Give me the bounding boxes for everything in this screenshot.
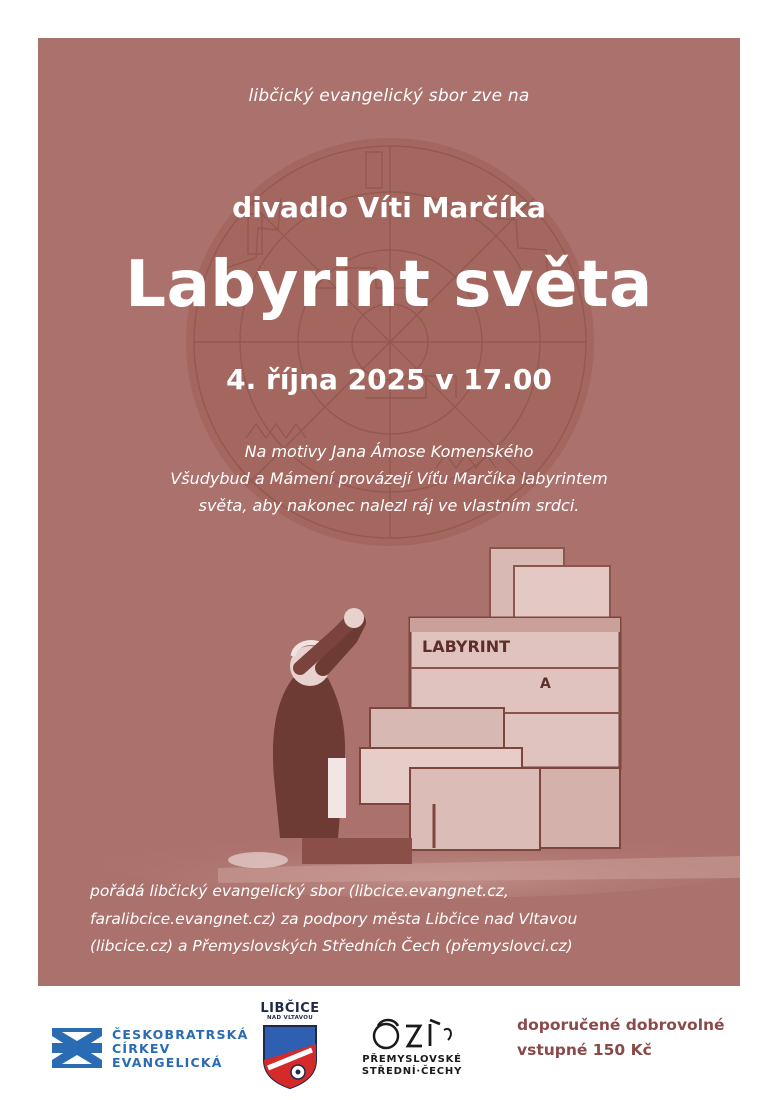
play-description bbox=[38, 438, 740, 519]
organizer-line: (libcice.cz) a Přemyslovských Středních Čech (přemyslovci.cz) bbox=[90, 937, 573, 955]
invitation-line: libčický evangelický sbor zve na bbox=[248, 86, 530, 106]
libcice-coat-of-arms-icon bbox=[262, 1024, 318, 1090]
libcice-logo bbox=[258, 1002, 322, 1092]
play-title: Labyrint světa bbox=[125, 248, 653, 322]
premyslovske-name-line: STŘEDNÍ·ČECHY bbox=[361, 1066, 463, 1077]
organizer-note bbox=[90, 878, 710, 961]
poster bbox=[38, 38, 740, 986]
trunk-sign-text: LABYRINT bbox=[422, 637, 511, 656]
cce-name-line: ČESKOBRATRSKÁ bbox=[112, 1027, 249, 1042]
cce-name-line: CÍRKEV bbox=[112, 1041, 171, 1056]
fee-line: vstupné 150 Kč bbox=[517, 1041, 652, 1059]
performance-date: 4. října 2025 v 17.00 bbox=[226, 363, 552, 396]
organizer-line: faralibcice.evangnet.cz) za podpory města Libčice nad Vltavou bbox=[90, 909, 578, 928]
description-line: Všudybud a Mámení provázejí Víťu Marčíka labyrintem bbox=[170, 469, 608, 488]
fee-line: doporučené dobrovolné bbox=[517, 1016, 725, 1034]
description-line: světa, aby nakonec nalezl ráj ve vlastním srdci. bbox=[198, 496, 580, 515]
cce-name-line: EVANGELICKÁ bbox=[112, 1055, 223, 1070]
theatre-company-name: divadlo Víti Marčíka bbox=[232, 191, 546, 224]
premyslovske-emblem-icon bbox=[364, 1016, 460, 1054]
libcice-name: LIBČICE bbox=[260, 1001, 320, 1016]
sponsor-logos bbox=[0, 986, 778, 1100]
trunk-sign-letter: A bbox=[540, 676, 551, 692]
organizer-line: pořádá libčický evangelický sbor (libcice.evangnet.cz, bbox=[90, 882, 509, 900]
cce-chalice-icon bbox=[50, 1026, 104, 1070]
admission-fee bbox=[517, 1013, 725, 1063]
cce-logo bbox=[50, 1026, 250, 1072]
premyslovske-name-line: PŘEMYSLOVSKÉ bbox=[362, 1054, 462, 1065]
description-line: Na motivy Jana Ámose Komenského bbox=[244, 442, 534, 461]
premyslovske-logo bbox=[356, 1016, 468, 1086]
libcice-subtitle: NAD VLTAVOU bbox=[266, 1015, 313, 1021]
stage-performance-photo bbox=[38, 538, 740, 898]
